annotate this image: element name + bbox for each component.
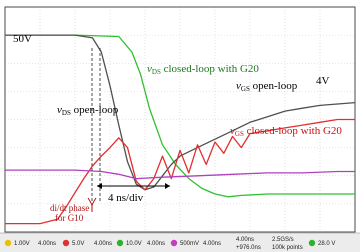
label-didt-for-g10: for G10	[55, 213, 84, 223]
horizontal-scale: 4.00ns	[236, 237, 255, 243]
label-timebase: 4 ns/div	[108, 192, 144, 204]
label-50v: 50V	[13, 33, 32, 45]
label-didt-phase: di/dt phase	[50, 203, 90, 213]
ch3-time: 4.00ns	[147, 241, 166, 247]
scope-status-bar	[0, 233, 360, 252]
label-vds-closed-loop: vDS closed-loop with G20	[147, 63, 259, 76]
channel-2-badge	[63, 240, 69, 246]
ch3-scale: 10.0V	[126, 241, 142, 247]
ch1-scale: 1.00V	[14, 241, 30, 247]
label-4v: 4V	[316, 75, 330, 87]
ch4-time: 4.00ns	[203, 241, 222, 247]
channel-1-badge	[5, 240, 11, 246]
record-length: 100k points	[272, 245, 303, 251]
horizontal-position: +976.0ns	[236, 245, 261, 251]
sample-rate: 2.5GS/s	[272, 237, 294, 243]
ch2-time: 4.00ns	[94, 241, 113, 247]
ch4-scale: 500mV	[180, 241, 200, 247]
label-vgs-open-loop: vGS open-loop	[236, 80, 298, 93]
trigger-level: 28.0 V	[318, 241, 336, 247]
ch1-time: 4.00ns	[38, 241, 57, 247]
label-vgs-closed-loop: vGS closed-loop with G20	[230, 125, 342, 138]
channel-3-badge	[117, 240, 123, 246]
trigger-badge	[309, 240, 315, 246]
ch2-scale: 5.0V	[72, 241, 85, 247]
label-vds-open-loop: vDS open-loop	[57, 104, 119, 117]
channel-4-badge	[171, 240, 177, 246]
